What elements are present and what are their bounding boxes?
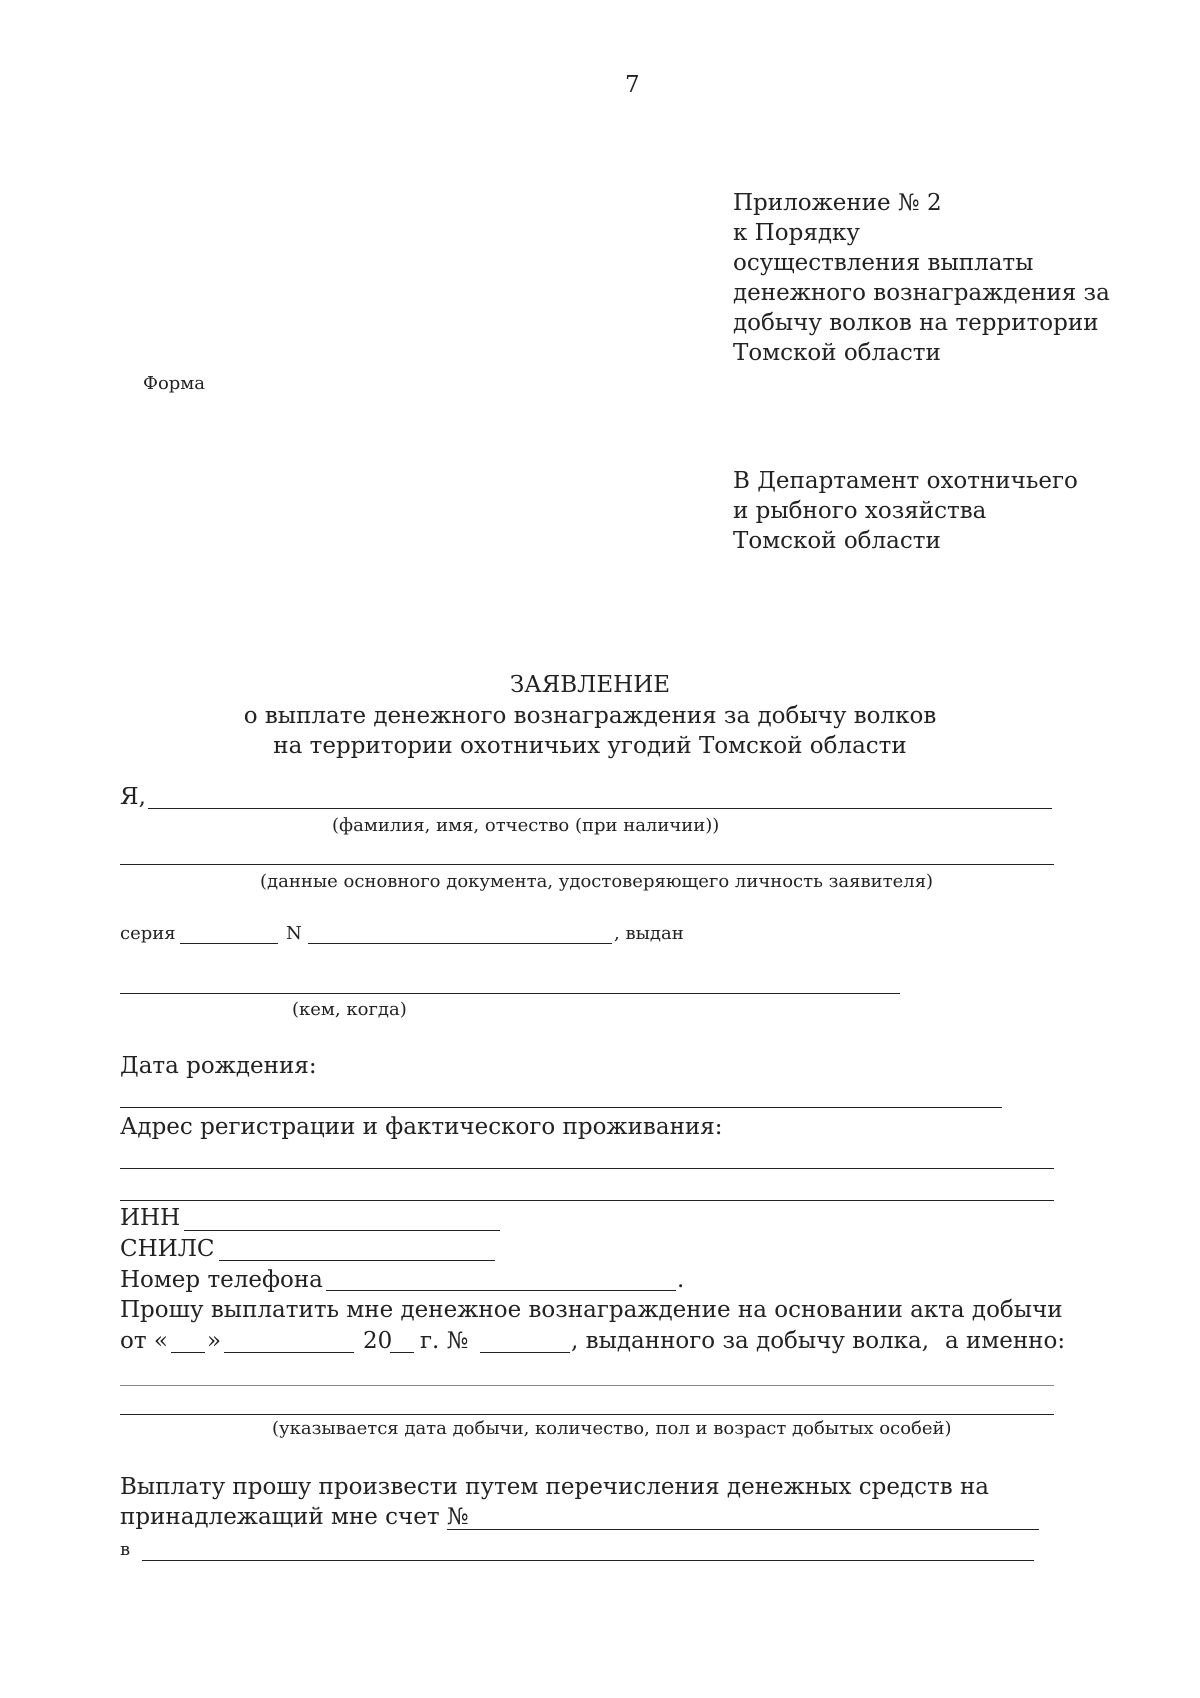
appendix-line: добычу волков на территории <box>733 310 1099 336</box>
addressee-line: Томской области <box>733 528 941 554</box>
address-label: Адрес регистрации и фактического проживания: <box>120 1114 723 1140</box>
year-suffix: г. № <box>420 1328 469 1354</box>
page-number: 7 <box>625 72 640 98</box>
year-field[interactable] <box>390 1352 414 1353</box>
addressee-block <box>733 466 1078 556</box>
details-field-1[interactable] <box>120 1385 1054 1386</box>
birth-date-field[interactable] <box>120 1107 1002 1108</box>
payment-line-2: принадлежащий мне счет № <box>120 1504 469 1530</box>
document-subtitle <box>0 701 1180 761</box>
series-field[interactable] <box>180 943 278 944</box>
request-line-1: Прошу выплатить мне денежное вознаграждение на основании акта добычи <box>120 1297 1063 1323</box>
appendix-line: Томской области <box>733 340 941 366</box>
appendix-line: осуществления выплаты <box>733 250 1034 276</box>
act-number-field[interactable] <box>480 1352 570 1353</box>
addressee-line: и рыбного хозяйства <box>733 498 987 524</box>
i-prefix: Я, <box>120 784 146 810</box>
payment-line-1: Выплату прошу произвести путем перечисления денежных средств на <box>120 1474 990 1500</box>
document-title: ЗАЯВЛЕНИЕ <box>509 672 671 698</box>
issued-label: , выдан <box>614 923 684 944</box>
inn-field[interactable] <box>184 1230 500 1231</box>
details-field-2[interactable] <box>120 1414 1054 1415</box>
address-field-1[interactable] <box>120 1168 1054 1169</box>
appendix-line: к Порядку <box>733 220 860 246</box>
subtitle-line: о выплате денежного вознаграждения за добычу волков <box>243 703 937 729</box>
snils-field[interactable] <box>219 1260 495 1261</box>
subtitle-line: на территории охотничьих угодий Томской области <box>273 733 907 759</box>
appendix-line: денежного вознаграждения за <box>733 280 1110 306</box>
inn-label: ИНН <box>120 1205 181 1231</box>
appendix-line: Приложение № 2 <box>733 190 942 216</box>
address-field-2[interactable] <box>120 1200 1054 1201</box>
issued-by-hint: (кем, когда) <box>292 999 407 1020</box>
series-label: серия <box>120 923 176 944</box>
bank-prefix: в <box>120 1539 131 1560</box>
addressee-line: В Департамент охотничьего <box>733 468 1078 494</box>
issued-by-field[interactable] <box>120 993 900 994</box>
fio-field[interactable] <box>148 808 1052 809</box>
month-field[interactable] <box>224 1352 354 1353</box>
fio-hint: (фамилия, имя, отчество (при наличии)) <box>332 815 720 836</box>
phone-field[interactable] <box>326 1290 676 1291</box>
account-number-field[interactable] <box>447 1529 1039 1530</box>
snils-label: СНИЛС <box>120 1236 215 1262</box>
phone-label: Номер телефона <box>120 1267 323 1293</box>
phone-end: . <box>677 1267 685 1293</box>
document-data-field[interactable] <box>120 864 1054 865</box>
appendix-block <box>733 188 1110 368</box>
issued-for: , выданного за добычу волка, <box>571 1328 930 1354</box>
birth-date-label: Дата рождения: <box>120 1053 317 1079</box>
details-hint: (указывается дата добычи, количество, пол и возраст добытых особей) <box>272 1418 952 1439</box>
document-hint: (данные основного документа, удостоверяющего личность заявителя) <box>260 871 934 892</box>
year-prefix: 20 <box>363 1328 393 1354</box>
bank-field[interactable] <box>142 1560 1034 1561</box>
number-label: N <box>286 923 302 944</box>
passport-number-field[interactable] <box>308 943 612 944</box>
form-label: Форма <box>143 373 206 394</box>
day-field[interactable] <box>171 1352 205 1353</box>
namely-label: а именно: <box>945 1328 1066 1354</box>
quote-close: » <box>207 1328 222 1354</box>
from-label: от « <box>120 1328 168 1354</box>
